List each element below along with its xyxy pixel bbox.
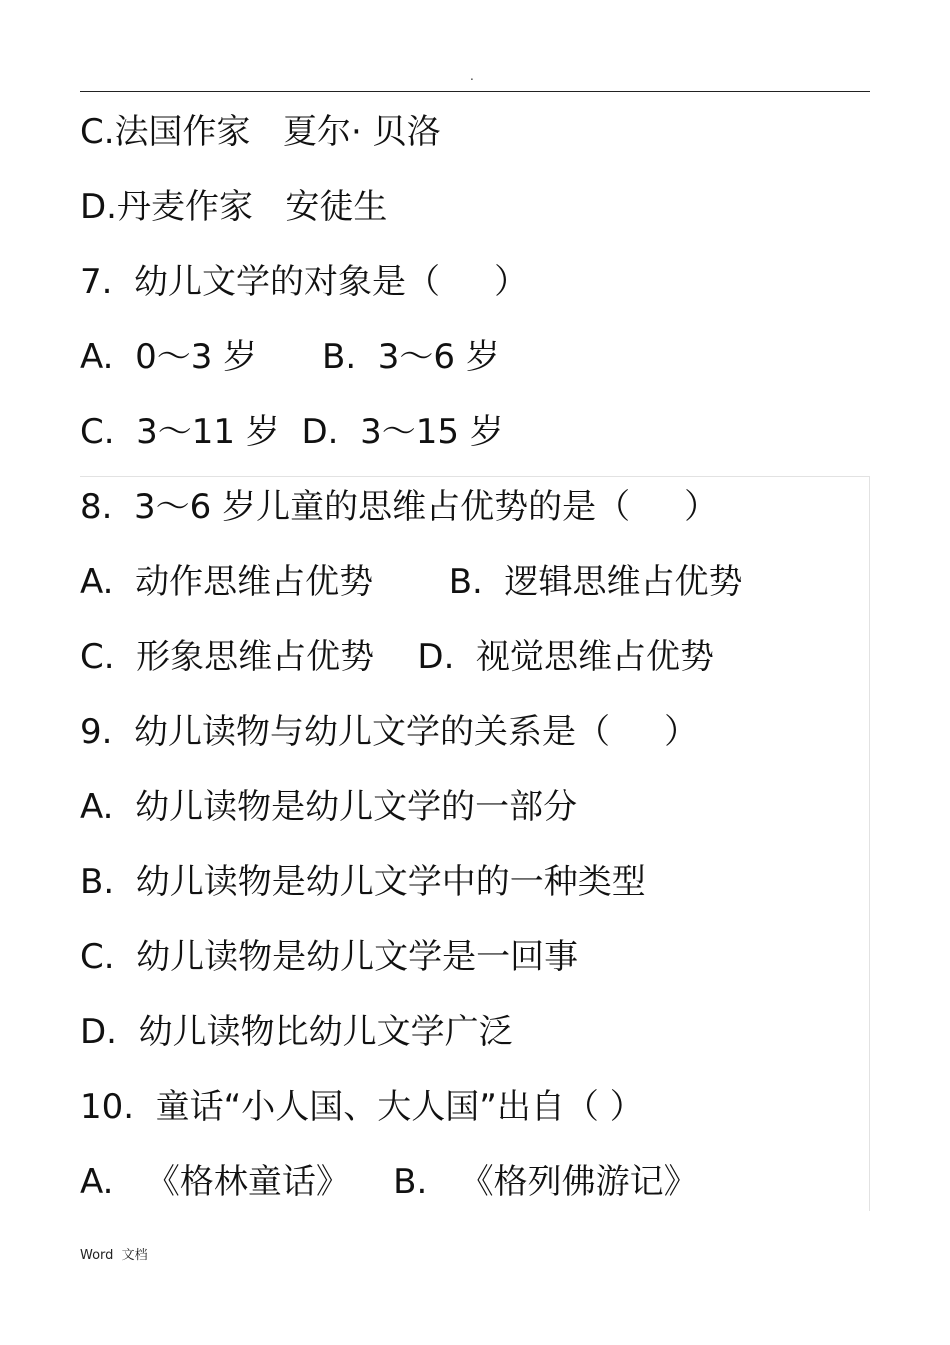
question-9-option-d: D. 幼儿读物比幼儿文学广泛 [80,1012,513,1052]
question-10-options-ab: A. 《格林童话》 B. 《格列佛游记》 [80,1162,698,1202]
header-dot: . [470,69,474,83]
question-7: 7. 幼儿文学的对象是（ ） [80,262,529,302]
question-8-options-ab: A. 动作思维占优势 B. 逻辑思维占优势 [80,562,743,602]
header-rule [80,91,870,92]
question-8-options-cd: C. 形象思维占优势 D. 视觉思维占优势 [80,637,714,677]
question-7-options-ab: A. 0～3 岁 B. 3～6 岁 [80,337,500,377]
question-9-option-b: B. 幼儿读物是幼儿文学中的一种类型 [80,862,646,902]
question-9-option-c: C. 幼儿读物是幼儿文学是一回事 [80,937,579,977]
question-9: 9. 幼儿读物与幼儿文学的关系是（ ） [80,712,699,752]
option-c-line: C.法国作家 夏尔· 贝洛 [80,112,441,152]
footer-label: Word 文档 [80,1248,148,1263]
option-d-line: D.丹麦作家 安徒生 [80,187,388,227]
question-8: 8. 3～6 岁儿童的思维占优势的是（ ） [80,487,719,527]
page-frame-right-border [869,476,870,1211]
document-body [80,106,865,1231]
question-7-options-cd: C. 3～11 岁 D. 3～15 岁 [80,412,504,452]
question-9-option-a: A. 幼儿读物是幼儿文学的一部分 [80,787,578,827]
question-10: 10. 童话“小人国、大人国”出自（ ） [80,1087,644,1127]
